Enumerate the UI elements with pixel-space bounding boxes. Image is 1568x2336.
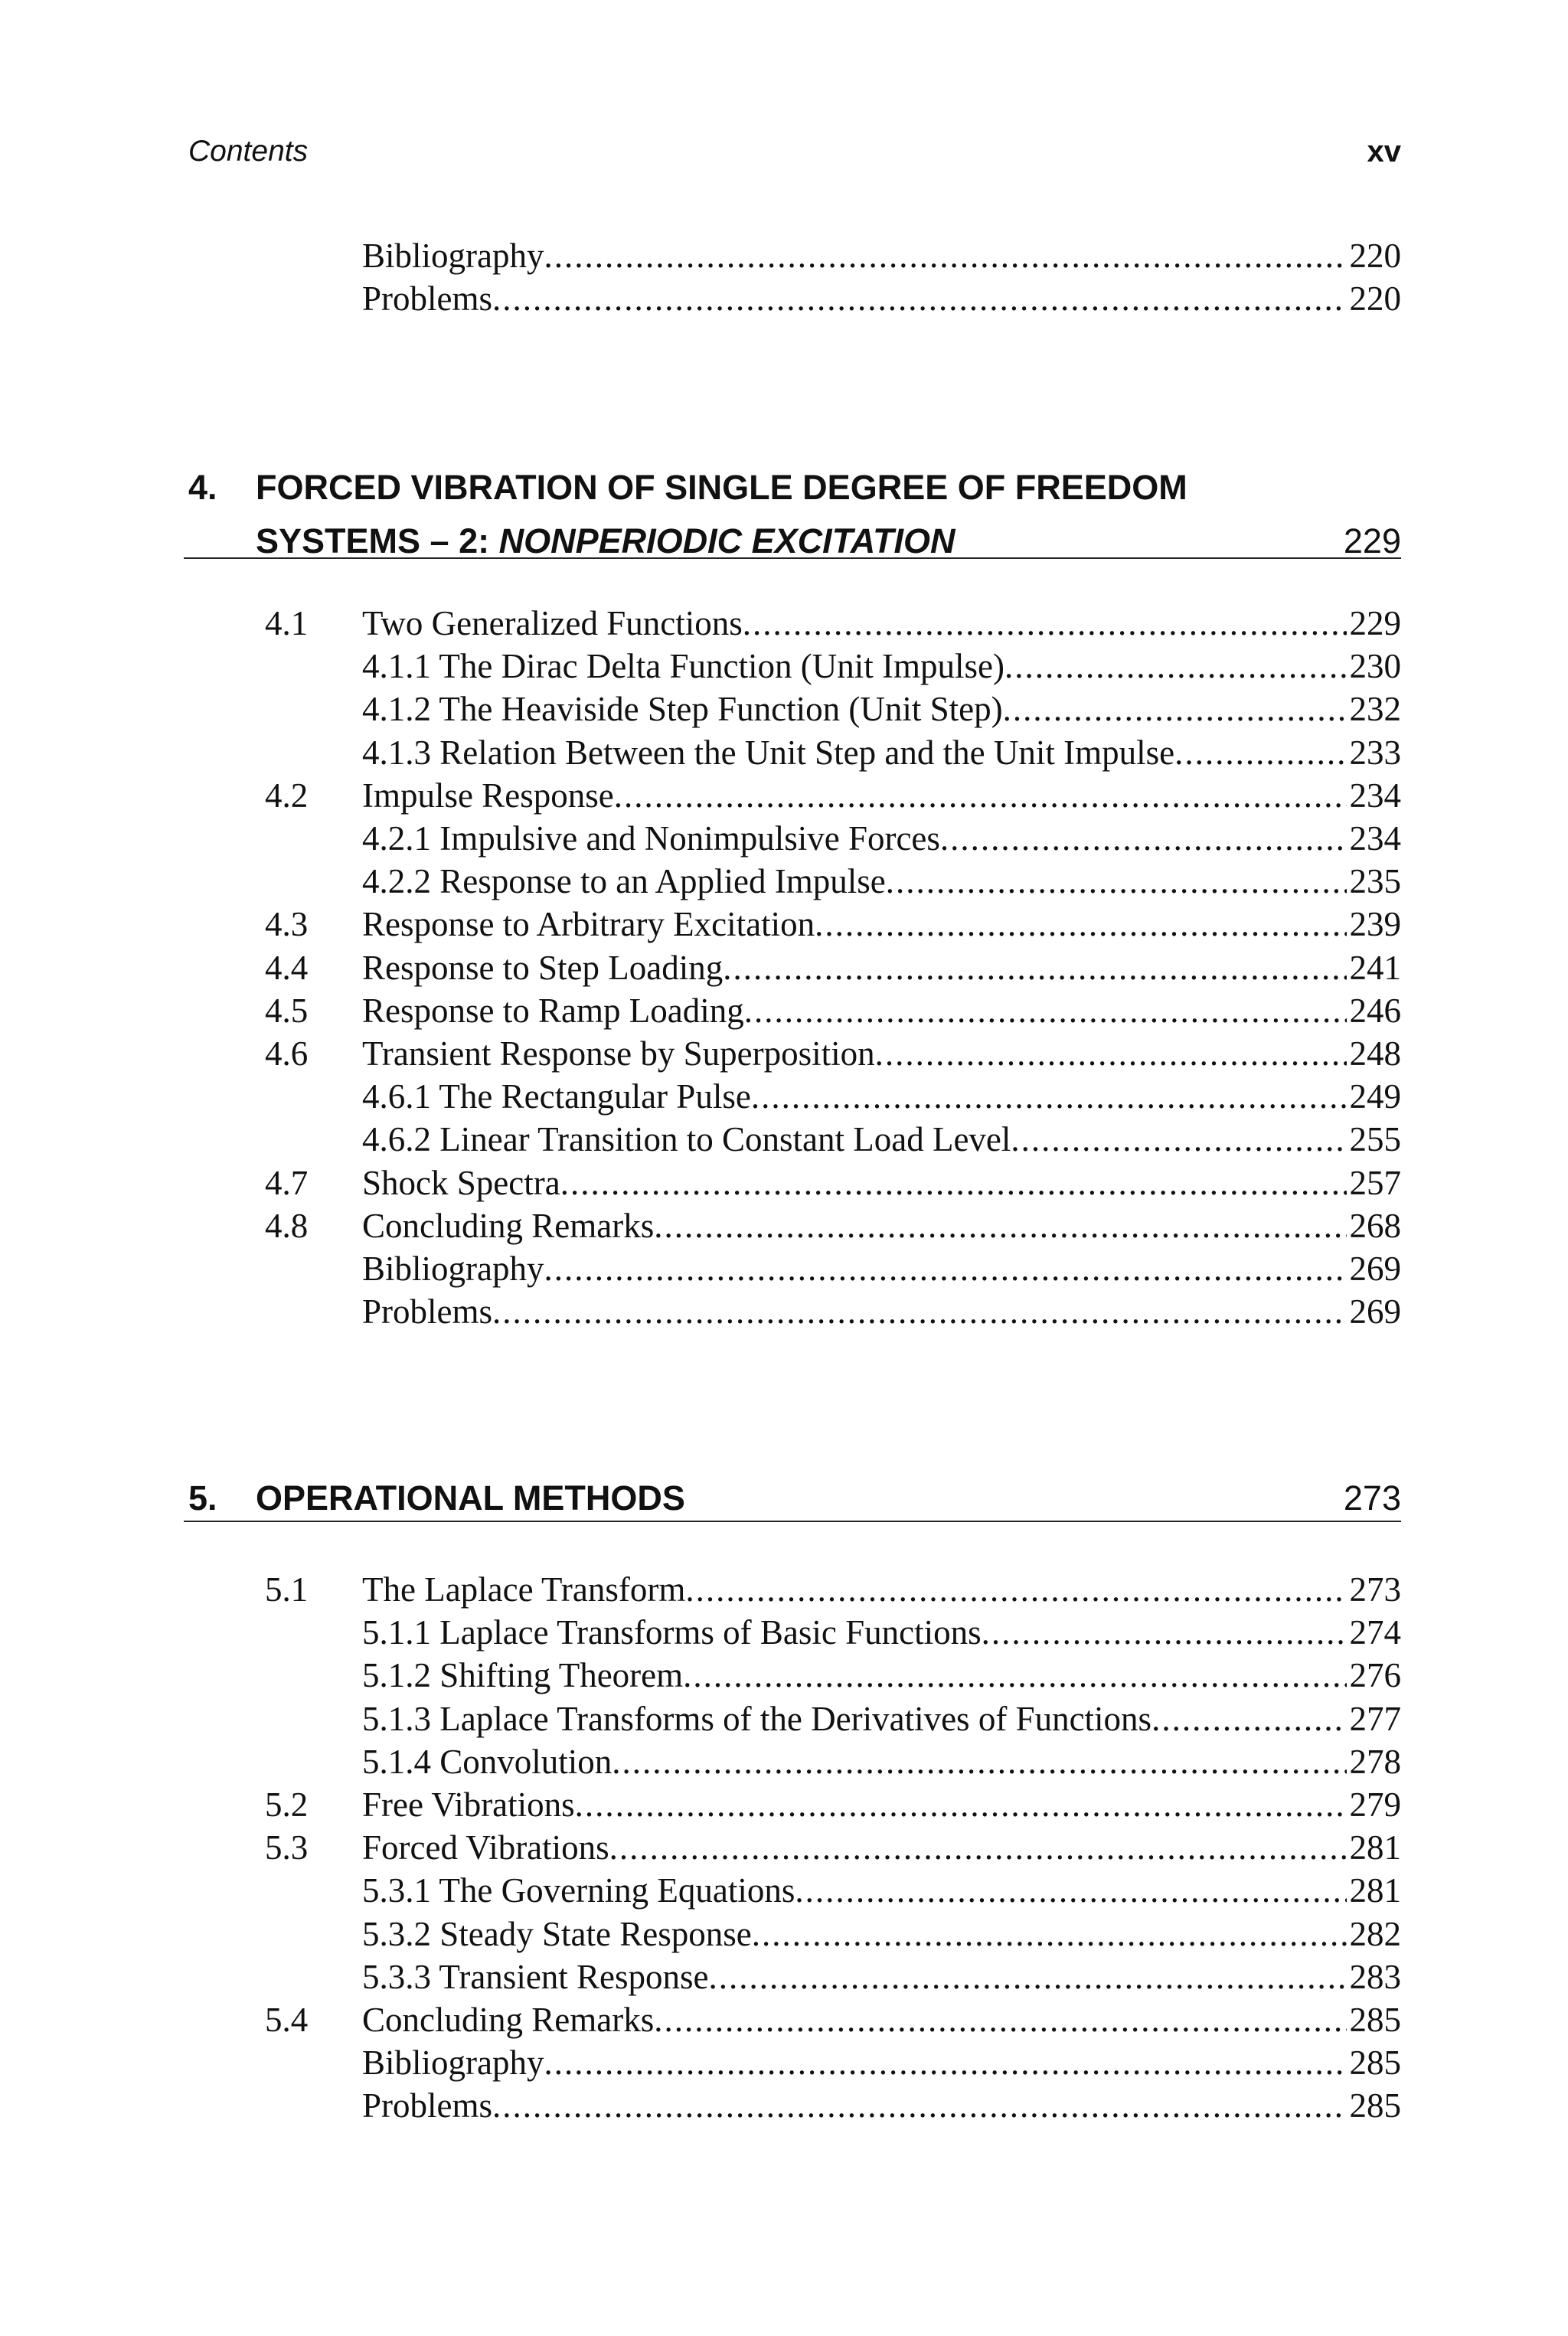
toc-entry-label: 4.6.2 Linear Transition to Constant Load Level bbox=[362, 1120, 1011, 1159]
dot-leader bbox=[544, 234, 1346, 277]
toc-entry-label: Free Vibrations bbox=[362, 1785, 575, 1824]
toc-entry-body bbox=[362, 1032, 1401, 1075]
toc-entry-label: Problems bbox=[362, 279, 493, 318]
toc-entry-page: 235 bbox=[1349, 862, 1401, 901]
toc-entry-number: 5.1 bbox=[265, 1570, 309, 1609]
running-head-title: Contents bbox=[188, 135, 309, 168]
toc-entry[interactable] bbox=[265, 1204, 1401, 1247]
chapter-number: 4. bbox=[188, 468, 217, 507]
toc-entry[interactable] bbox=[265, 817, 1401, 860]
toc-entry[interactable] bbox=[265, 602, 1401, 645]
dot-leader bbox=[544, 1247, 1346, 1290]
running-head bbox=[188, 135, 1401, 178]
toc-entry-body bbox=[362, 946, 1401, 989]
toc-entry[interactable] bbox=[265, 1032, 1401, 1075]
chapter-5-rule bbox=[184, 1521, 1401, 1522]
toc-entry-page: 255 bbox=[1349, 1120, 1401, 1159]
toc-entry-body bbox=[362, 234, 1401, 277]
toc-entry-label: 5.3.2 Steady State Response bbox=[362, 1914, 752, 1953]
toc-entry-page: 257 bbox=[1349, 1163, 1401, 1202]
toc-entry-body bbox=[362, 688, 1401, 730]
toc-entry-page: 249 bbox=[1349, 1077, 1401, 1116]
toc-entry-label: Concluding Remarks bbox=[362, 1206, 655, 1245]
toc-entry-body bbox=[362, 1290, 1401, 1333]
toc-entry-body bbox=[362, 1869, 1401, 1912]
toc-entry-body bbox=[362, 1204, 1401, 1247]
toc-entry-page: 248 bbox=[1349, 1034, 1401, 1073]
toc-entry-label: 4.2.2 Response to an Applied Impulse bbox=[362, 862, 886, 901]
toc-entry-number: 4.5 bbox=[265, 991, 309, 1030]
toc-entry-page: 239 bbox=[1349, 905, 1401, 944]
toc-entry-page: 234 bbox=[1349, 819, 1401, 858]
toc-entry-body bbox=[362, 1998, 1401, 2041]
toc-entry-page: 230 bbox=[1349, 647, 1401, 686]
toc-entry[interactable] bbox=[265, 1654, 1401, 1697]
toc-entry-page: 285 bbox=[1349, 2086, 1401, 2125]
toc-entry-number: 4.4 bbox=[265, 948, 309, 987]
chapter-number: 5. bbox=[188, 1478, 217, 1518]
toc-entry-body bbox=[362, 1568, 1401, 1611]
toc-entry-page: 241 bbox=[1349, 948, 1401, 987]
chapter-page-number: 273 bbox=[1343, 1478, 1401, 1518]
toc-entry[interactable] bbox=[265, 1568, 1401, 1611]
dot-leader bbox=[875, 1032, 1347, 1075]
toc-entry-page: 268 bbox=[1349, 1206, 1401, 1245]
toc-entry-body bbox=[362, 602, 1401, 645]
dot-leader bbox=[743, 602, 1347, 645]
toc-entry-label: 5.3.3 Transient Response bbox=[362, 1957, 709, 1996]
toc-entry-label: Impulse Response bbox=[362, 776, 614, 815]
toc-entry-page: 282 bbox=[1349, 1914, 1401, 1953]
toc-entry-body bbox=[362, 1611, 1401, 1654]
toc-entry[interactable] bbox=[265, 645, 1401, 688]
dot-leader bbox=[609, 1826, 1347, 1869]
toc-entry-page: 285 bbox=[1349, 2044, 1401, 2083]
toc-entry-body bbox=[362, 774, 1401, 817]
toc-entry-page: 273 bbox=[1349, 1570, 1401, 1609]
dot-leader bbox=[654, 1998, 1346, 2041]
toc-entry-label: 4.1.3 Relation Between the Unit Step and the Unit Impulse bbox=[362, 733, 1175, 772]
toc-entry-label: 4.1.1 The Dirac Delta Function (Unit Impulse) bbox=[362, 647, 1004, 686]
toc-entry[interactable] bbox=[265, 731, 1401, 774]
toc-entry-page: 276 bbox=[1349, 1656, 1401, 1695]
toc-entry-label: Shock Spectra bbox=[362, 1163, 560, 1202]
toc-entry[interactable] bbox=[265, 1290, 1401, 1333]
dot-leader bbox=[795, 1869, 1346, 1912]
toc-entry-page: 277 bbox=[1349, 1699, 1401, 1738]
toc-entry-label: The Laplace Transform bbox=[362, 1570, 686, 1609]
chapter-title: OPERATIONAL METHODS bbox=[256, 1478, 685, 1518]
chapter-title-plain: SYSTEMS – 2: bbox=[256, 521, 499, 560]
toc-entry[interactable] bbox=[265, 1955, 1401, 1998]
chapter-4-heading[interactable] bbox=[188, 461, 1401, 568]
toc-entry[interactable] bbox=[265, 688, 1401, 730]
toc-entry-body bbox=[362, 2084, 1401, 2127]
toc-entry-body bbox=[362, 645, 1401, 688]
toc-entry-label: Bibliography bbox=[362, 237, 544, 275]
dot-leader bbox=[612, 1740, 1346, 1783]
toc-entry-page: 269 bbox=[1349, 1292, 1401, 1331]
toc-entry-page: 269 bbox=[1349, 1250, 1401, 1288]
toc-entry[interactable] bbox=[362, 234, 1401, 277]
toc-entry-number: 4.6 bbox=[265, 1034, 309, 1073]
toc-entry-label: Problems bbox=[362, 2086, 493, 2125]
toc-entry[interactable] bbox=[265, 1913, 1401, 1955]
toc-entry-body bbox=[362, 1826, 1401, 1869]
toc-entry-page: 279 bbox=[1349, 1785, 1401, 1824]
toc-entry-page: 233 bbox=[1349, 733, 1401, 772]
dot-leader bbox=[1003, 688, 1347, 730]
toc-entry-number: 5.3 bbox=[265, 1828, 309, 1867]
dot-leader bbox=[751, 1075, 1347, 1118]
toc-entry-page: 234 bbox=[1349, 776, 1401, 815]
toc-entry-number: 4.1 bbox=[265, 604, 309, 642]
toc-entry-label: Two Generalized Functions bbox=[362, 604, 743, 642]
dot-leader bbox=[815, 903, 1346, 946]
dot-leader bbox=[560, 1161, 1347, 1204]
toc-entry-body bbox=[362, 1161, 1401, 1204]
toc-entry[interactable] bbox=[362, 277, 1401, 320]
dot-leader bbox=[1174, 731, 1346, 774]
toc-entry-number: 4.3 bbox=[265, 905, 309, 944]
dot-leader bbox=[886, 860, 1347, 903]
dot-leader bbox=[723, 946, 1346, 989]
chapter-5-heading[interactable] bbox=[188, 1472, 1401, 1525]
toc-entry-body bbox=[362, 903, 1401, 946]
dot-leader bbox=[544, 2041, 1346, 2084]
toc-entry[interactable] bbox=[265, 1783, 1401, 1826]
toc-entry-label: Concluding Remarks bbox=[362, 2001, 655, 2039]
toc-entry-body bbox=[362, 989, 1401, 1032]
toc-entry-page: 281 bbox=[1349, 1828, 1401, 1867]
toc-entry-page: 283 bbox=[1349, 1957, 1401, 1996]
toc-entry[interactable] bbox=[265, 1869, 1401, 1912]
toc-entry[interactable] bbox=[265, 1998, 1401, 2041]
chapter-4-rule bbox=[184, 557, 1401, 559]
toc-entry[interactable] bbox=[265, 860, 1401, 903]
toc-entry-number: 5.4 bbox=[265, 2001, 309, 2039]
dot-leader bbox=[614, 774, 1347, 817]
toc-entry-page: 281 bbox=[1349, 1871, 1401, 1910]
toc-entry[interactable] bbox=[265, 1075, 1401, 1118]
dot-leader bbox=[940, 817, 1347, 860]
chapter-title-italic: NONPERIODIC EXCITATION bbox=[498, 521, 956, 560]
toc-entry-label: 4.2.1 Impulsive and Nonimpulsive Forces bbox=[362, 819, 940, 858]
toc-entry-label: 5.1.4 Convolution bbox=[362, 1742, 612, 1781]
toc-entry[interactable] bbox=[265, 1247, 1401, 1290]
toc-entry-page: 285 bbox=[1349, 2001, 1401, 2039]
toc-entry-page: 232 bbox=[1349, 690, 1401, 729]
toc-entry-body bbox=[362, 1740, 1401, 1783]
toc-entry[interactable] bbox=[265, 903, 1401, 946]
toc-entry-label: 5.3.1 The Governing Equations bbox=[362, 1871, 795, 1910]
dot-leader bbox=[683, 1654, 1346, 1697]
toc-entry-body bbox=[362, 2041, 1401, 2084]
toc-entry-label: 4.6.1 The Rectangular Pulse bbox=[362, 1077, 751, 1116]
dot-leader bbox=[654, 1204, 1346, 1247]
toc-entry[interactable] bbox=[265, 1740, 1401, 1783]
toc-entry-label: Response to Step Loading bbox=[362, 948, 724, 987]
toc-entry[interactable] bbox=[265, 1697, 1401, 1740]
dot-leader bbox=[1004, 645, 1347, 688]
toc-entry-body bbox=[362, 1783, 1401, 1826]
toc-entry-label: Problems bbox=[362, 1292, 493, 1331]
toc-entry[interactable] bbox=[265, 989, 1401, 1032]
toc-entry-page: 220 bbox=[1349, 279, 1401, 318]
chapter-title-line2 bbox=[256, 515, 955, 568]
toc-entry-number: 4.2 bbox=[265, 776, 309, 815]
toc-entry-number: 4.8 bbox=[265, 1206, 309, 1245]
toc-entry-body bbox=[362, 1913, 1401, 1955]
dot-leader bbox=[492, 1290, 1346, 1333]
toc-entry-body bbox=[362, 1697, 1401, 1740]
toc-entry-label: 4.1.2 The Heaviside Step Function (Unit Step) bbox=[362, 690, 1003, 729]
toc-entry-label: 5.1.1 Laplace Transforms of Basic Functions bbox=[362, 1613, 982, 1652]
toc-entry-page: 229 bbox=[1349, 604, 1401, 642]
dot-leader bbox=[982, 1611, 1347, 1654]
toc-entry-label: Forced Vibrations bbox=[362, 1828, 609, 1867]
dot-leader bbox=[1011, 1118, 1346, 1161]
dot-leader bbox=[744, 989, 1347, 1032]
toc-entry[interactable] bbox=[265, 1118, 1401, 1161]
toc-entry[interactable] bbox=[265, 2041, 1401, 2084]
toc-entry[interactable] bbox=[265, 946, 1401, 989]
dot-leader bbox=[1152, 1697, 1346, 1740]
toc-entry-label: Response to Ramp Loading bbox=[362, 991, 744, 1030]
toc-entry-body bbox=[362, 1955, 1401, 1998]
toc-entry-label: Transient Response by Superposition bbox=[362, 1034, 875, 1073]
toc-entry-body bbox=[362, 1118, 1401, 1161]
toc-entry-page: 246 bbox=[1349, 991, 1401, 1030]
dot-leader bbox=[492, 277, 1346, 320]
toc-entry-label: Bibliography bbox=[362, 1250, 544, 1288]
toc-entry-body bbox=[362, 1247, 1401, 1290]
toc-entry-page: 278 bbox=[1349, 1742, 1401, 1781]
toc-entry-body bbox=[362, 1075, 1401, 1118]
toc-entry-label: Bibliography bbox=[362, 2044, 544, 2083]
toc-entry-number: 4.7 bbox=[265, 1163, 309, 1202]
toc-entry[interactable] bbox=[265, 774, 1401, 817]
dot-leader bbox=[575, 1783, 1347, 1826]
dot-leader bbox=[492, 2084, 1346, 2127]
toc-entry[interactable] bbox=[265, 1161, 1401, 1204]
dot-leader bbox=[709, 1955, 1347, 1998]
toc-entry-label: 5.1.3 Laplace Transforms of the Derivatives of Functions bbox=[362, 1699, 1152, 1738]
toc-entry-label: 5.1.2 Shifting Theorem bbox=[362, 1656, 684, 1695]
dot-leader bbox=[752, 1913, 1347, 1955]
toc-entry[interactable] bbox=[265, 1826, 1401, 1869]
toc-entry-label: Response to Arbitrary Excitation bbox=[362, 905, 815, 944]
toc-entry-body bbox=[362, 731, 1401, 774]
toc-entry-body bbox=[362, 1654, 1401, 1697]
toc-entry-body bbox=[362, 817, 1401, 860]
toc-entry[interactable] bbox=[265, 2084, 1401, 2127]
chapter-page-number: 229 bbox=[1343, 521, 1401, 560]
toc-entry-body bbox=[362, 277, 1401, 320]
toc-entry[interactable] bbox=[265, 1611, 1401, 1654]
chapter-title-line1: FORCED VIBRATION OF SINGLE DEGREE OF FREEDOM bbox=[256, 468, 1187, 507]
toc-entry-body bbox=[362, 860, 1401, 903]
dot-leader bbox=[685, 1568, 1346, 1611]
running-head-page-number: xv bbox=[1367, 135, 1401, 168]
toc-entry-page: 220 bbox=[1349, 237, 1401, 275]
toc-entry-number: 5.2 bbox=[265, 1785, 309, 1824]
toc-entry-page: 274 bbox=[1349, 1613, 1401, 1652]
